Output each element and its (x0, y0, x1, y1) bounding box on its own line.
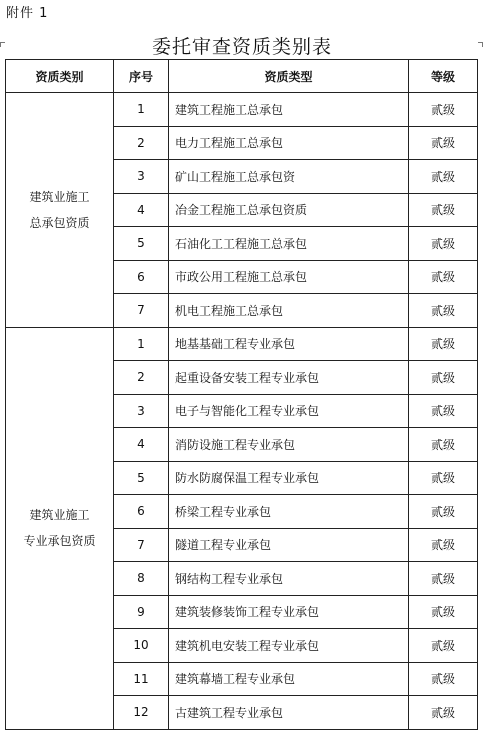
grade-cell: 贰级 (409, 394, 478, 428)
row-number-cell: 2 (114, 361, 169, 395)
qualification-type-cell: 建筑幕墙工程专业承包 (169, 662, 409, 696)
qualification-type-cell: 冶金工程施工总承包资质 (169, 193, 409, 227)
grade-cell: 贰级 (409, 428, 478, 462)
row-number-cell: 5 (114, 227, 169, 261)
grade-cell: 贰级 (409, 227, 478, 261)
row-number-cell: 6 (114, 495, 169, 529)
grade-cell: 贰级 (409, 260, 478, 294)
column-header-grade: 等级 (409, 60, 478, 93)
row-number-cell: 12 (114, 696, 169, 730)
grade-cell: 贰级 (409, 160, 478, 194)
table-header-row (6, 60, 478, 93)
qualification-type-cell: 市政公用工程施工总承包 (169, 260, 409, 294)
qualification-type-cell: 建筑工程施工总承包 (169, 93, 409, 127)
row-number-cell: 11 (114, 662, 169, 696)
grade-cell: 贰级 (409, 696, 478, 730)
table-body (6, 93, 478, 730)
qualification-type-cell: 古建筑工程专业承包 (169, 696, 409, 730)
category-cell (6, 93, 114, 328)
grade-cell: 贰级 (409, 495, 478, 529)
row-number-cell: 3 (114, 394, 169, 428)
table-row (6, 93, 478, 127)
grade-cell: 贰级 (409, 461, 478, 495)
grade-cell: 贰级 (409, 662, 478, 696)
qualification-type-cell: 电力工程施工总承包 (169, 126, 409, 160)
qualification-table (5, 59, 478, 730)
category-name-line1: 建筑业施工 (29, 508, 90, 522)
grade-cell: 贰级 (409, 294, 478, 328)
qualification-type-cell: 矿山工程施工总承包资 (169, 160, 409, 194)
column-header-number: 序号 (114, 60, 169, 93)
grade-cell: 贰级 (409, 193, 478, 227)
document-title: 委托审查资质类别表 (151, 36, 332, 58)
grade-cell: 贰级 (409, 562, 478, 596)
row-number-cell: 1 (114, 93, 169, 127)
grade-cell: 贰级 (409, 629, 478, 663)
grade-cell: 贰级 (409, 595, 478, 629)
row-number-cell: 4 (114, 428, 169, 462)
row-number-cell: 9 (114, 595, 169, 629)
column-header-category: 资质类别 (6, 60, 114, 93)
qualification-type-cell: 电子与智能化工程专业承包 (169, 394, 409, 428)
row-number-cell: 5 (114, 461, 169, 495)
category-name-line2: 专业承包资质 (23, 534, 96, 548)
row-number-cell: 1 (114, 327, 169, 361)
row-number-cell: 6 (114, 260, 169, 294)
category-name-line1: 建筑业施工 (29, 189, 90, 204)
qualification-type-cell: 建筑机电安装工程专业承包 (169, 629, 409, 663)
category-cell (6, 327, 114, 729)
category-name-line2: 总承包资质 (29, 215, 90, 230)
attachment-label: 附件 1 (6, 6, 49, 21)
row-number-cell: 10 (114, 629, 169, 663)
qualification-type-cell: 石油化工工程施工总承包 (169, 227, 409, 261)
row-number-cell: 3 (114, 160, 169, 194)
grade-cell: 贰级 (409, 327, 478, 361)
qualification-type-cell: 防水防腐保温工程专业承包 (169, 461, 409, 495)
grade-cell: 贰级 (409, 361, 478, 395)
grade-cell: 贰级 (409, 528, 478, 562)
qualification-type-cell: 起重设备安装工程专业承包 (169, 361, 409, 395)
grade-cell: 贰级 (409, 93, 478, 127)
column-header-type: 资质类型 (169, 60, 409, 93)
qualification-type-cell: 机电工程施工总承包 (169, 294, 409, 328)
qualification-type-cell: 钢结构工程专业承包 (169, 562, 409, 596)
row-number-cell: 8 (114, 562, 169, 596)
qualification-type-cell: 隧道工程专业承包 (169, 528, 409, 562)
qualification-type-cell: 桥梁工程专业承包 (169, 495, 409, 529)
qualification-type-cell: 消防设施工程专业承包 (169, 428, 409, 462)
row-number-cell: 7 (114, 528, 169, 562)
row-number-cell: 2 (114, 126, 169, 160)
qualification-type-cell: 地基基础工程专业承包 (169, 327, 409, 361)
qualification-type-cell: 建筑装修装饰工程专业承包 (169, 595, 409, 629)
row-number-cell: 4 (114, 193, 169, 227)
row-number-cell: 7 (114, 294, 169, 328)
table-row (6, 327, 478, 361)
grade-cell: 贰级 (409, 126, 478, 160)
